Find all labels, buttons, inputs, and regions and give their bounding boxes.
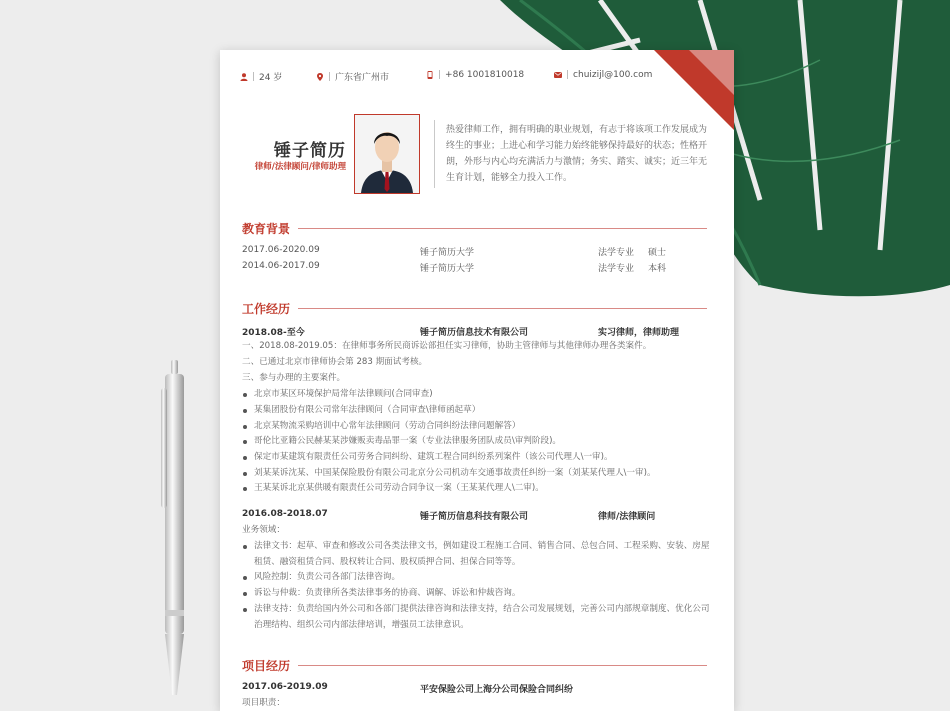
section-education-heading: 教育背景	[242, 220, 707, 237]
job-bullet: 北京某物流采购培训中心常年法律顾问（劳动合同纠纷法律问题解答）	[242, 419, 712, 435]
resume-page	[220, 50, 734, 711]
pen-decoration	[150, 360, 190, 711]
project-header: 2017.06-2019.09 平安保险公司上海分公司保险合同纠纷	[242, 682, 574, 695]
job-bullet: 保定市某建筑有限责任公司劳务合同纠纷、建筑工程合同纠纷系列案件（该公司代理人\一审)。	[242, 450, 712, 466]
section-projects-heading: 项目经历	[242, 657, 707, 674]
profile-photo	[354, 114, 420, 194]
job-bullet: 法律文书：起草、审查和修改公司各类法律文书，例如建设工程施工合同、销售合同、总包合同、工程采购、安装、房屋租赁、融资租赁合同、股权转让合同、股权质押合同、担保合同等等。	[242, 539, 712, 570]
job-bullet: 法律支持：负责给国内外公司和各部门提供法律咨询和法律支持，结合公司发展规划，完善公司内部规章制度、优化公司治理结构、组织公司内部法律培训，增强员工法律意识。	[242, 602, 712, 633]
corner-decoration	[654, 50, 734, 130]
section-work-heading: 工作经历	[242, 300, 707, 317]
phone-icon	[426, 71, 434, 79]
education-row: 2017.06-2020.09 锤子简历大学 法学专业 硕士	[242, 245, 667, 258]
heading-rule	[298, 228, 707, 229]
heading-rule	[298, 665, 707, 666]
job-line: 一、2018.08-2019.05：在律师事务所民商诉讼部担任实习律师，协助主管律师与其他律师办理各类案件。	[242, 341, 652, 351]
contact-email: | chuizijl@100.com	[554, 70, 652, 80]
job-bullet: 王某某诉北京某供暖有限责任公司劳动合同争议一案（王某某代理人\二审)。	[242, 481, 712, 497]
job-bullet: 北京市某区环境保护局常年法律顾问(合同审查)	[242, 387, 712, 403]
location-icon	[316, 73, 324, 81]
contact-phone: | +86 1001810018	[426, 70, 524, 80]
job-bullet: 风险控制：负责公司各部门法律咨询。	[242, 570, 712, 586]
job-bullet: 某集团股份有限公司常年法律顾问（合同审查\律师函起草）	[242, 403, 712, 419]
job-bullet: 诉讼与仲裁：负责律所各类法律事务的协商、调解、诉讼和仲裁咨询。	[242, 586, 712, 602]
heading-rule	[298, 308, 707, 309]
divider	[434, 120, 435, 188]
job-line: 业务领域：	[242, 525, 285, 535]
job-line: 三、参与办理的主要案件。	[242, 373, 346, 383]
project-duty-label: 项目职责：	[242, 698, 285, 708]
avatar	[355, 115, 419, 193]
job-bullet: 刘某某诉沈某、中国某保险股份有限公司北京分公司机动车交通事故责任纠纷一案（刘某某代理人\一审)。	[242, 466, 712, 482]
contact-age: | 24 岁	[240, 70, 282, 83]
job-bullet: 哥伦比亚籍公民赫某某涉嫌贩卖毒品罪一案（专业法律服务团队成员\审判阶段)。	[242, 434, 712, 450]
person-icon	[240, 73, 248, 81]
job-line: 二、已通过北京市律师协会第 283 期面试考核。	[242, 357, 428, 367]
job-header: 2018.08-至今 锤子简历信息技术有限公司 实习律师，律师助理	[242, 328, 680, 338]
contact-location: | 广东省广州市	[316, 70, 389, 83]
self-introduction: 热爱律师工作，拥有明确的职业规划，有志于将该项工作发展成为终生的事业；上进心和学习能力始终能够保持最好的状态；性格开朗，外形与内心均充满活力与激情；务实、踏实、诚实；近三年无生育计划，能够全力投入工作。	[446, 125, 708, 183]
job-header: 2016.08-2018.07 锤子简历信息科技有限公司 律师/法律顾问	[242, 509, 656, 522]
education-row: 2014.06-2017.09 锤子简历大学 法学专业 本科	[242, 261, 667, 274]
mail-icon	[554, 71, 562, 79]
candidate-title: 律师/法律顾问/律师助理	[254, 162, 346, 172]
contact-bar	[240, 70, 654, 86]
candidate-name: 锤子简历	[274, 141, 346, 161]
